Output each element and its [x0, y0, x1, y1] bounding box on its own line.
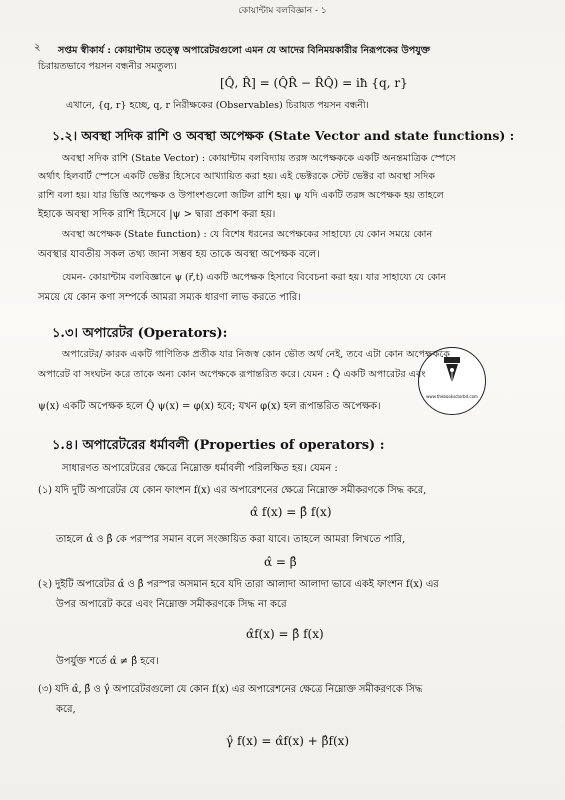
state-function-line-3: যেমন- কোয়ান্টাম বলবিজ্ঞানে ψ (r⃗,t) একটি অপেক্ষক হিসাবে বিবেচনা করা হয়। যার সাহায্যে যে কোন	[62, 272, 447, 283]
equation-2: α̂ = β̂	[264, 555, 297, 569]
equation-3: α̂f(x) = β̂ f(x)	[246, 627, 324, 641]
state-function-line-1: অবস্থা অপেক্ষক (State function) : যে বিশেষ ধরনের অপেক্ষকের সাহায্যে যে কোন সময়ে কোন	[62, 229, 433, 240]
operator-line-1: অপারেটর/ কারক একটি গাণিতিক প্রতীক যার নিজস্ব কোন ভৌত অর্থ নেই, তবে এটা কোন অপেক্ষককে	[62, 349, 451, 360]
section-1-4-heading: ১.৪। অপারেটরের ধর্মাবলী (Properties of operators) :	[52, 438, 385, 453]
state-function-line-2: অবস্থার যাবতীয় সকল তথ্য জানা সম্ভব হয় তাকে অবস্থা অপেক্ষক বলে।	[38, 249, 320, 260]
property-2-line-3: উপর্যুক্ত শর্তে α̂ ≠ β̂ হবে।	[56, 656, 159, 667]
operator-line-2: অপারেট বা সংঘটন করে তাকে অন্য কোন অপেক্ষকে রূপান্তরিত করে। যেমন : Q̂ একটি অপারেটর এবং	[38, 369, 426, 380]
postulate-line-3: এখানে, {q, r} হচ্ছে, q, r নিরীক্ষকের (Observables) চিরায়ত পয়সন বন্ধনী।	[66, 100, 369, 111]
equation-4: γ̂ f(x) = α̂f(x) + β̂f(x)	[226, 734, 350, 748]
property-3-line-1: (৩) যদি α̂, β̂ ও γ̂ অপারেটরগুলো যে কোন f(x) এর অপারেশনের ক্ষেত্রে নিম্নোক্ত সমীকরণকে সিদ্ধ	[38, 684, 423, 695]
state-function-line-4: সময়ে যে কোন কণা সম্পর্কে আমরা সম্যক ধারণা লাভ করতে পারি।	[38, 292, 301, 303]
page-number: ২	[34, 42, 41, 53]
properties-intro: সাধারণত অপারেটরের ক্ষেত্রে নিম্নোক্ত ধর্মাবলী পরিলক্ষিত হয়। যেমন :	[62, 463, 338, 474]
state-vector-line-1: অবস্থা সদিক রাশি (State Vector) : কোয়ান্টাম বলবিদ্যায় তরঙ্গ অপেক্ষককে একটি অনন্তমাত্রিক স্পেসে	[62, 153, 456, 164]
section-1-3-heading: ১.৩। অপারেটর (Operators):	[52, 326, 228, 341]
property-1-line-1: (১) যদি দুটি অপারেটর যে কোন ফাংশন f(x) এর অপারেশনের ক্ষেত্রে নিম্নোক্ত সমীকরণকে সিদ্ধ করে,	[38, 485, 427, 496]
property-2-line-2: উপর অপারেট করে এবং নিম্নোক্ত সমীকরণকে সিদ্ধ না করে	[56, 599, 287, 610]
state-vector-line-4: ইহাকে অবস্থা সদিক রাশি হিসেবে |ψ > দ্বারা প্রকাশ করা হয়।	[38, 209, 276, 220]
postulate-line-1: সপ্তম স্বীকার্য : কোয়ান্টাম তত্ত্বে অপারেটরগুলো এমন যে আদের বিনিময়কারীর নিরূপকের উপযুক্ত	[58, 45, 430, 56]
property-3-line-2: করে,	[56, 704, 76, 715]
running-header: কোয়ান্টাম বলবিজ্ঞান - ১	[238, 6, 327, 16]
state-vector-line-2: অর্থাৎ হিলবার্ট স্পেসে একটি ভেক্টর হিসেবে আখ্যায়িত করা হয়। এই ভেক্টরকে স্টেট ভেক্টর বা অবস্থা সদিক	[38, 171, 435, 182]
postulate-line-2: চিরায়তভাবে পয়সন বন্ধনীর সমতুল্য।	[38, 61, 177, 72]
operator-line-3: ψ(x) একটি অপেক্ষক হলে Q̂ ψ(x) = φ(x) হবে; যখন φ(x) হল রূপান্তরিত অপেক্ষক।	[38, 401, 381, 412]
poisson-bracket-equation: [Q̂, R̂] = (Q̂R̂ − R̂Q̂) = iħ {q, r}	[220, 76, 408, 90]
section-1-2-heading: ১.২। অবস্থা সদিক রাশি ও অবস্থা অপেক্ষক (State Vector and state functions) :	[52, 128, 515, 143]
state-vector-line-3: রাশি বলা হয়। যার ভিত্তি অপেক্ষক ও উপাংশগুলো জটিল রাশি হয়। ψ যদি একটি তরঙ্গ অপেক্ষক হয় তাহলে	[38, 190, 444, 201]
property-2-line-1: (২) দুইটি অপারেটর α̂ ও β̂ পরস্পর অসমান হবে যদি তারা আলাদা আলাদা ভাবে একই ফাংশন f(x) এর	[38, 579, 439, 590]
logo-url: www.thebooksctorbd.com	[426, 394, 478, 399]
property-1-line-2: তাহলে α̂ ও β̂ কে পরস্পর সমান বলে সংজ্ঞায়িত করা যাবে। তাহলে আমরা লিখতে পারি,	[56, 534, 406, 545]
equation-1: α̂ f(x) = β̂ f(x)	[250, 505, 332, 519]
